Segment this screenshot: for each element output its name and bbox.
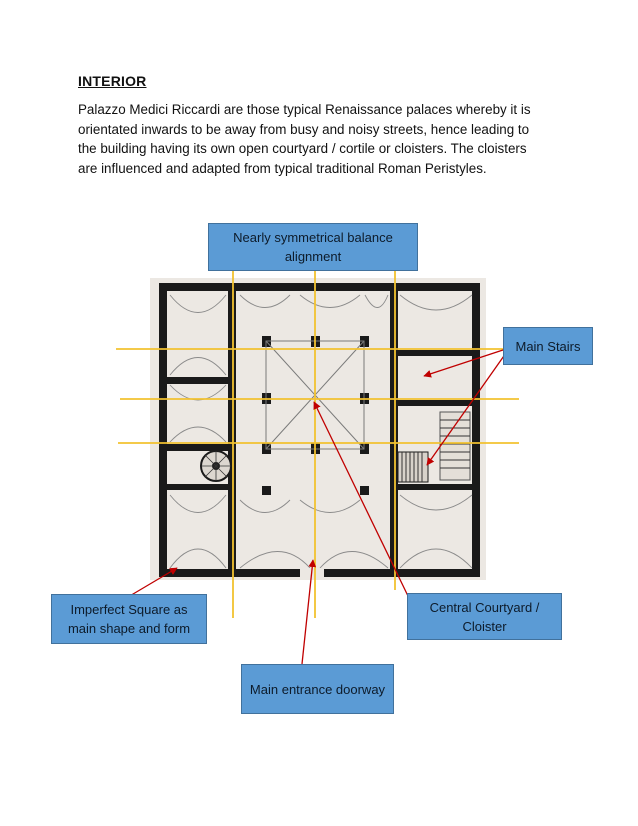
paragraph-line: the building having its own open courtyard / cortile or cloisters. The cloisters	[78, 141, 527, 156]
floor-plan-image	[150, 278, 486, 580]
paragraph-line: are influenced and adapted from typical traditional Roman Peristyles.	[78, 160, 487, 176]
spiral-stair	[201, 451, 231, 481]
callout-symmetry: Nearly symmetrical balance alignment	[208, 223, 418, 271]
callout-main-entrance: Main entrance doorway	[241, 664, 394, 714]
callout-main-stairs: Main Stairs	[503, 327, 593, 365]
paragraph-line: Palazzo Medici Riccardi are those typical Renaissance palaces whereby it is	[78, 102, 531, 117]
callout-imperfect-square: Imperfect Square as main shape and form	[51, 594, 207, 644]
callout-central-courtyard: Central Courtyard / Cloister	[407, 593, 562, 640]
paragraph-line: orientated inwards to be away from busy and noisy streets, hence leading to	[78, 121, 530, 137]
section-heading: INTERIOR	[78, 73, 147, 89]
